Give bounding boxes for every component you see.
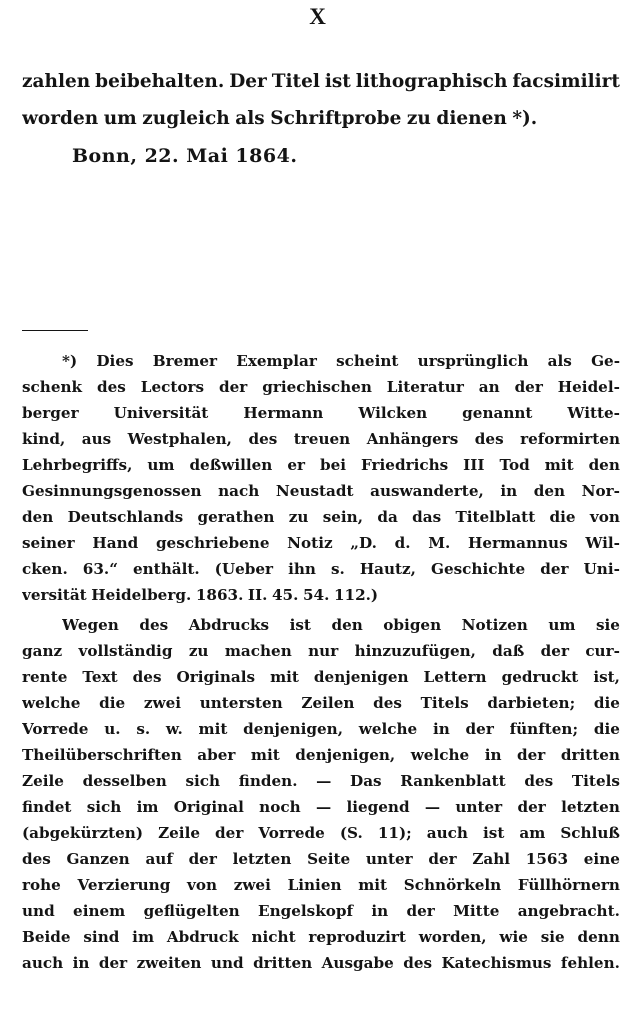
word: Westphalen, bbox=[127, 430, 232, 448]
word: ist bbox=[289, 616, 311, 634]
word: 11); bbox=[377, 824, 412, 842]
word: zweiten bbox=[136, 954, 202, 972]
word: Zeile bbox=[22, 772, 64, 790]
word: Seite bbox=[307, 850, 351, 868]
word: genannt bbox=[462, 404, 533, 422]
word: in bbox=[484, 746, 502, 764]
word: Abdruck bbox=[166, 928, 239, 946]
word: letzten bbox=[561, 798, 620, 816]
word: Titel bbox=[271, 71, 320, 92]
word: des bbox=[403, 954, 433, 972]
text-line bbox=[22, 69, 620, 95]
word: s. bbox=[330, 560, 345, 578]
word: s. bbox=[136, 720, 151, 738]
word: Schluß bbox=[560, 824, 620, 842]
word: nur bbox=[308, 642, 339, 660]
word: der bbox=[98, 954, 128, 972]
footnote-line bbox=[22, 874, 620, 896]
word: liegend bbox=[346, 798, 410, 816]
word: geflügelten bbox=[143, 902, 240, 920]
word: als bbox=[547, 352, 572, 370]
word: in bbox=[500, 482, 518, 500]
word: Verzierung bbox=[77, 876, 171, 894]
footnote-line bbox=[22, 822, 620, 844]
word: facsimilirt bbox=[512, 71, 620, 92]
word: Hautz, bbox=[359, 560, 416, 578]
word: rente bbox=[22, 668, 68, 686]
word: dienen bbox=[436, 108, 507, 129]
word: die bbox=[593, 720, 620, 738]
word: gedruckt bbox=[501, 668, 579, 686]
word: daß bbox=[492, 642, 525, 660]
word: Heidel- bbox=[557, 378, 620, 396]
word: am bbox=[519, 824, 546, 842]
word: II. bbox=[247, 586, 268, 604]
word: Beide bbox=[22, 928, 71, 946]
word: sich bbox=[86, 798, 122, 816]
word: dritten bbox=[253, 954, 313, 972]
word: welche bbox=[22, 694, 81, 712]
word: worden bbox=[22, 108, 99, 129]
word: im bbox=[132, 928, 155, 946]
footnote-line bbox=[62, 614, 620, 636]
page-number: X bbox=[309, 4, 327, 29]
word: des bbox=[132, 668, 162, 686]
footnote-line bbox=[22, 926, 620, 948]
word: des bbox=[474, 430, 504, 448]
word: Hermannus bbox=[468, 534, 568, 552]
word: letzten bbox=[232, 850, 292, 868]
word: Anhängers bbox=[366, 430, 459, 448]
word: untersten bbox=[199, 694, 283, 712]
word: zwei bbox=[233, 876, 271, 894]
word: der bbox=[514, 378, 543, 396]
word: eine bbox=[583, 850, 620, 868]
footnote-line bbox=[22, 558, 620, 580]
word: den bbox=[22, 508, 54, 526]
word: sein, bbox=[322, 508, 364, 526]
word: zu bbox=[288, 508, 309, 526]
word: den bbox=[331, 616, 363, 634]
word: zwei bbox=[143, 694, 182, 712]
word: welche bbox=[410, 746, 470, 764]
word: um bbox=[548, 616, 576, 634]
word: aus bbox=[81, 430, 112, 448]
word: um bbox=[147, 456, 175, 474]
word: einem bbox=[73, 902, 126, 920]
word: reproduzirt bbox=[308, 928, 406, 946]
word: ist bbox=[483, 824, 505, 842]
word: Neustadt bbox=[275, 482, 354, 500]
word: Lettern bbox=[423, 668, 487, 686]
word: treuen bbox=[293, 430, 351, 448]
word: (Ueber bbox=[214, 560, 274, 578]
word: ist bbox=[324, 71, 351, 92]
word: Das bbox=[350, 772, 382, 790]
footnote-line bbox=[22, 480, 620, 502]
word: Deutschlands bbox=[67, 508, 184, 526]
word: an bbox=[478, 378, 500, 396]
word: geschriebene bbox=[155, 534, 270, 552]
footnote-line bbox=[22, 796, 620, 818]
word: berger bbox=[22, 404, 79, 422]
footnote-line bbox=[22, 428, 620, 450]
footnote-line bbox=[22, 718, 620, 740]
word: Schriftprobe bbox=[270, 108, 402, 129]
word: nach bbox=[218, 482, 260, 500]
word: ihn bbox=[288, 560, 316, 578]
word: Lectors bbox=[140, 378, 205, 396]
word: in bbox=[72, 954, 90, 972]
word: worden, bbox=[418, 928, 487, 946]
word: Katechismus bbox=[441, 954, 552, 972]
footnote-line bbox=[22, 666, 620, 688]
word: Literatur bbox=[386, 378, 464, 396]
word: nicht bbox=[251, 928, 296, 946]
footnote-line bbox=[22, 770, 620, 792]
word: angebracht. bbox=[517, 902, 620, 920]
word: denjenigen, bbox=[295, 746, 396, 764]
word: Exemplar bbox=[236, 352, 317, 370]
word: Witte- bbox=[567, 404, 620, 422]
word: Wilcken bbox=[358, 404, 428, 422]
word: des bbox=[22, 850, 51, 868]
word: griechischen bbox=[262, 378, 372, 396]
word: Friedrichs bbox=[361, 456, 449, 474]
word: Der bbox=[229, 71, 267, 92]
word: der bbox=[517, 746, 546, 764]
word: Tod bbox=[499, 456, 530, 474]
word: deßwillen bbox=[189, 456, 273, 474]
word: der bbox=[428, 850, 457, 868]
word: — bbox=[424, 798, 441, 816]
word: Mitte bbox=[453, 902, 500, 920]
word: (abgekürzten) bbox=[22, 824, 144, 842]
word: des bbox=[97, 378, 126, 396]
footnote-line bbox=[22, 640, 620, 662]
word: Notiz bbox=[287, 534, 333, 552]
word: als bbox=[235, 108, 265, 129]
word: denjenigen bbox=[313, 668, 409, 686]
word: des bbox=[248, 430, 278, 448]
word: Titels bbox=[571, 772, 620, 790]
word: mit bbox=[250, 746, 280, 764]
word: sie bbox=[595, 616, 620, 634]
footnote-line bbox=[22, 692, 620, 714]
word: Lehrbegriffs, bbox=[22, 456, 133, 474]
word: der bbox=[540, 560, 569, 578]
word: der bbox=[406, 902, 435, 920]
word: auch bbox=[426, 824, 468, 842]
footnote-line bbox=[22, 402, 620, 424]
word: wie bbox=[499, 928, 528, 946]
word: Hermann bbox=[243, 404, 324, 422]
footnote-line bbox=[22, 532, 620, 554]
word: Engelskopf bbox=[258, 902, 354, 920]
word: er bbox=[287, 456, 305, 474]
word: 1863. bbox=[195, 586, 244, 604]
word: mit bbox=[198, 720, 228, 738]
word: den bbox=[533, 482, 566, 500]
word: cken. bbox=[22, 560, 68, 578]
word: Universität bbox=[113, 404, 209, 422]
word: sie bbox=[540, 928, 565, 946]
word: (S. bbox=[339, 824, 363, 842]
word: des bbox=[524, 772, 554, 790]
word: Gesinnungsgenossen bbox=[22, 482, 202, 500]
word: Füllhörnern bbox=[517, 876, 620, 894]
word: M. bbox=[428, 534, 451, 552]
word: Notizen bbox=[461, 616, 528, 634]
word: die bbox=[549, 508, 576, 526]
word: 54. bbox=[302, 586, 330, 604]
word: in bbox=[432, 720, 450, 738]
word: Ganzen bbox=[66, 850, 130, 868]
word: rohe bbox=[22, 876, 61, 894]
word: lithographisch bbox=[355, 71, 508, 92]
word: unter bbox=[455, 798, 503, 816]
word: Titels bbox=[420, 694, 469, 712]
word: der bbox=[517, 798, 546, 816]
word: enthält. bbox=[132, 560, 200, 578]
word: und bbox=[22, 902, 55, 920]
word: bei bbox=[319, 456, 347, 474]
footnote-line bbox=[22, 952, 620, 974]
word: fünften; bbox=[509, 720, 579, 738]
word: auch bbox=[22, 954, 64, 972]
word: denn bbox=[577, 928, 620, 946]
word: *) bbox=[62, 352, 78, 370]
word: u. bbox=[104, 720, 121, 738]
word: ursprünglich bbox=[417, 352, 529, 370]
word: beibehalten. bbox=[95, 71, 225, 92]
word: machen bbox=[224, 642, 292, 660]
word: — bbox=[316, 772, 332, 790]
word: die bbox=[593, 694, 620, 712]
word: des bbox=[373, 694, 402, 712]
word: reformirten bbox=[520, 430, 620, 448]
word: versität bbox=[22, 586, 87, 604]
word: unter bbox=[365, 850, 413, 868]
footnote-line bbox=[22, 454, 620, 476]
footnote-rule bbox=[22, 330, 88, 331]
word: „D. bbox=[350, 534, 377, 552]
word: der bbox=[540, 642, 569, 660]
word: schenk bbox=[22, 378, 83, 396]
word: gerathen bbox=[197, 508, 275, 526]
word: in bbox=[371, 902, 389, 920]
word: da bbox=[377, 508, 398, 526]
word: Ge- bbox=[591, 352, 620, 370]
word: Hand bbox=[92, 534, 139, 552]
word: Geschichte bbox=[431, 560, 526, 578]
word: Originals bbox=[176, 668, 256, 686]
word: des bbox=[139, 616, 169, 634]
word: auswanderte, bbox=[370, 482, 484, 500]
word: aber bbox=[197, 746, 236, 764]
footnote-line bbox=[22, 506, 620, 528]
word: auf bbox=[145, 850, 173, 868]
word: w. bbox=[165, 720, 183, 738]
word: Schnörkeln bbox=[403, 876, 502, 894]
word: Theilüberschriften bbox=[22, 746, 182, 764]
word: Text bbox=[82, 668, 118, 686]
word: kind, bbox=[22, 430, 66, 448]
word: III bbox=[463, 456, 485, 474]
word: 63.“ bbox=[82, 560, 118, 578]
word: findet bbox=[22, 798, 72, 816]
word: — bbox=[315, 798, 332, 816]
word: cur- bbox=[585, 642, 620, 660]
word: darbieten; bbox=[487, 694, 576, 712]
word: und bbox=[210, 954, 244, 972]
word: zugleich bbox=[142, 108, 230, 129]
word: Wil- bbox=[585, 534, 620, 552]
word: Titelblatt bbox=[455, 508, 536, 526]
word: Zeile bbox=[158, 824, 201, 842]
footnote-line bbox=[62, 350, 620, 372]
word: im bbox=[136, 798, 159, 816]
word: *). bbox=[512, 108, 538, 129]
word: vollständig bbox=[78, 642, 173, 660]
word: von bbox=[589, 508, 620, 526]
word: der bbox=[188, 850, 217, 868]
word: 112.) bbox=[333, 586, 379, 604]
place-date: Bonn, 22. Mai 1864. bbox=[72, 145, 298, 167]
word: Nor- bbox=[581, 482, 620, 500]
word: mit bbox=[544, 456, 574, 474]
word: Linien bbox=[287, 876, 342, 894]
word: der bbox=[215, 824, 244, 842]
word: Dies bbox=[96, 352, 134, 370]
word: seiner bbox=[22, 534, 75, 552]
word: hinzuzufügen, bbox=[354, 642, 476, 660]
word: scheint bbox=[336, 352, 399, 370]
word: zu bbox=[188, 642, 209, 660]
word: fehlen. bbox=[560, 954, 620, 972]
word: welche bbox=[358, 720, 418, 738]
word: von bbox=[187, 876, 218, 894]
word: d. bbox=[394, 534, 411, 552]
word: zahlen bbox=[22, 71, 91, 92]
word: die bbox=[99, 694, 126, 712]
word: Abdrucks bbox=[188, 616, 270, 634]
word: dritten bbox=[560, 746, 620, 764]
word: Vorrede bbox=[258, 824, 325, 842]
word: Wegen bbox=[62, 616, 119, 634]
word: noch bbox=[259, 798, 301, 816]
word: sind bbox=[83, 928, 120, 946]
word: den bbox=[588, 456, 620, 474]
word: mit bbox=[270, 668, 299, 686]
word: Uni- bbox=[583, 560, 620, 578]
footnote-line bbox=[22, 848, 620, 870]
word: Zeilen bbox=[301, 694, 355, 712]
word: ganz bbox=[22, 642, 63, 660]
word: Original bbox=[173, 798, 244, 816]
word: Ausgabe bbox=[321, 954, 394, 972]
word: Bremer bbox=[152, 352, 218, 370]
word: Heidelberg. bbox=[91, 586, 192, 604]
word: mit bbox=[358, 876, 388, 894]
word: ist, bbox=[593, 668, 620, 686]
footnote-line bbox=[22, 900, 620, 922]
word: zu bbox=[406, 108, 431, 129]
text-line bbox=[22, 106, 620, 132]
word: 1563 bbox=[525, 850, 569, 868]
word: denjenigen, bbox=[243, 720, 344, 738]
word: obigen bbox=[383, 616, 442, 634]
word: der bbox=[465, 720, 494, 738]
word: das bbox=[412, 508, 442, 526]
word: der bbox=[218, 378, 248, 396]
word: um bbox=[103, 108, 137, 129]
footnote-line bbox=[22, 584, 620, 606]
word: Vorrede bbox=[22, 720, 89, 738]
word: Rankenblatt bbox=[400, 772, 506, 790]
word: 45. bbox=[271, 586, 299, 604]
word: Zahl bbox=[472, 850, 511, 868]
word: desselben bbox=[82, 772, 167, 790]
footnote-line bbox=[22, 744, 620, 766]
footnote-line bbox=[22, 376, 620, 398]
word: sich bbox=[185, 772, 221, 790]
word: finden. bbox=[238, 772, 298, 790]
